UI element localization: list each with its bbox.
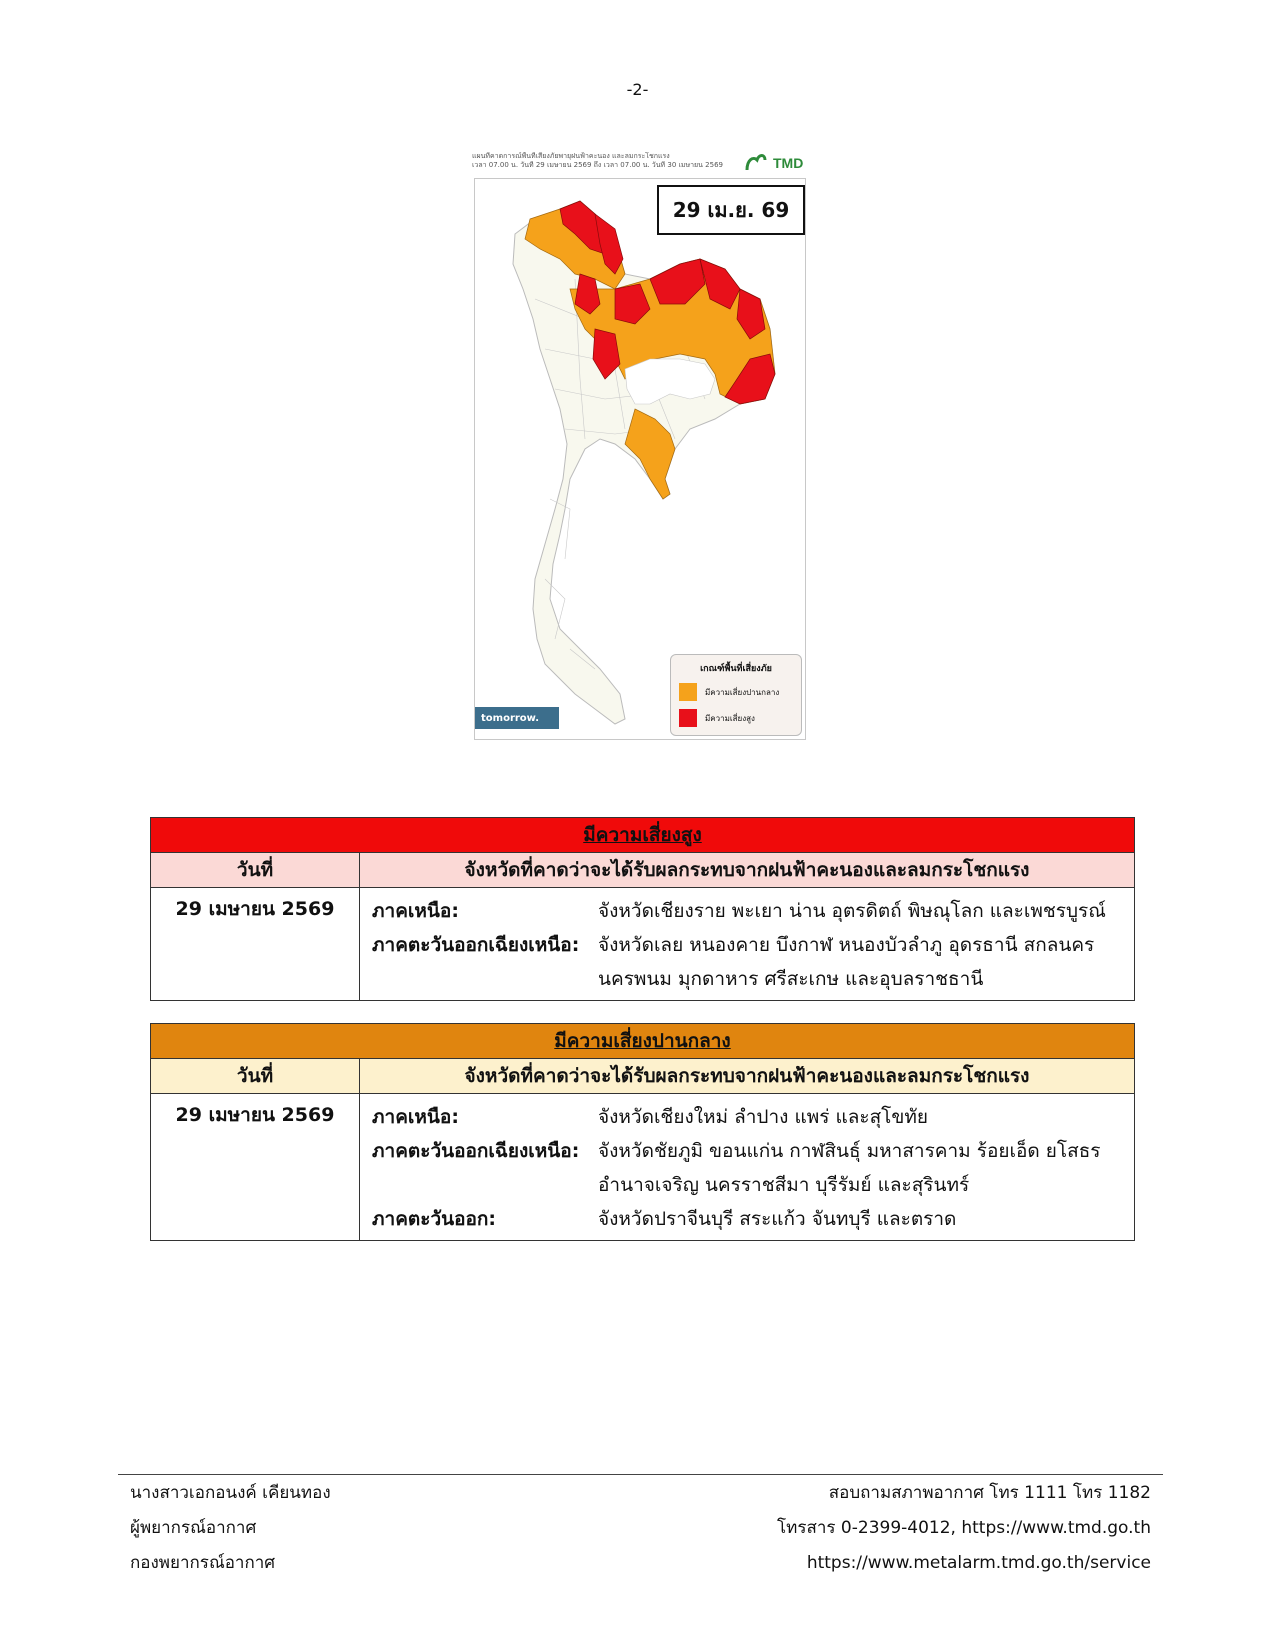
region-name: ภาคเหนือ:: [372, 1106, 459, 1128]
region-name: ภาคตะวันออกเฉียงเหนือ:: [372, 934, 580, 956]
tomorrow-watermark: tomorrow.: [475, 707, 559, 729]
medium-risk-regions: [360, 1094, 1135, 1241]
tmd-logo-text: TMD: [773, 155, 804, 171]
medium-risk-header-row: [151, 1059, 1135, 1094]
high-risk-row: [151, 888, 1135, 1001]
map-header-line2: เวลา 07.00 น. วันที่ 29 เมษายน 2569 ถึง เวลา 07.00 น. วันที่ 30 เมษายน 2569: [472, 161, 723, 169]
high-risk-region-north: [372, 894, 1122, 928]
medium-risk-title-row: [151, 1024, 1135, 1059]
medium-risk-date: 29 เมษายน 2569: [151, 1094, 360, 1241]
forecaster-name: นางสาวเอกอนงค์ เคียนทอง: [130, 1483, 331, 1503]
high-risk-col-date: วันที่: [151, 853, 360, 888]
legend-title: เกณฑ์พื้นที่เสี่ยงภัย: [700, 664, 772, 674]
region-provinces: จังหวัดเลย หนองคาย บึงกาฬ หนองบัวลำภู อุดรธานี สกลนคร: [598, 934, 1095, 956]
region-name: ภาคตะวันออกเฉียงเหนือ:: [372, 1140, 580, 1162]
high-risk-date: 29 เมษายน 2569: [151, 888, 360, 1001]
forecaster-division: กองพยากรณ์อากาศ: [130, 1553, 276, 1573]
medium-risk-title: มีความเสี่ยงปานกลาง: [151, 1024, 1135, 1059]
medium-risk-region-east: [372, 1202, 1122, 1236]
contact-phone: สอบถามสภาพอากาศ โทร 1111 โทร 1182: [828, 1483, 1151, 1503]
page-number: -2-: [626, 80, 649, 99]
tmd-logo: [743, 150, 805, 174]
legend-swatch-medium: [679, 683, 697, 701]
map-header-line1: แผนที่คาดการณ์พื้นที่เสี่ยงภัยพายุฝนฟ้าคะนอง และลมกระโชกแรง: [472, 152, 670, 160]
region-provinces: จังหวัดชัยภูมิ ขอนแก่น กาฬสินธุ์ มหาสารคาม ร้อยเอ็ด ยโสธร: [598, 1140, 1101, 1162]
footer-divider: [118, 1474, 1163, 1475]
forecaster-position: ผู้พยากรณ์อากาศ: [130, 1518, 257, 1538]
high-risk-title-row: [151, 818, 1135, 853]
map-header: [472, 152, 742, 170]
map-date-label: 29 เม.ย. 69: [657, 185, 805, 235]
region-provinces: อำนาจเจริญ นครราชสีมา บุรีรัมย์ และสุรินทร์: [598, 1174, 970, 1196]
high-risk-title: มีความเสี่ยงสูง: [151, 818, 1135, 853]
legend-swatch-high: [679, 709, 697, 727]
medium-risk-region-north: [372, 1100, 1122, 1134]
map-legend: [670, 654, 802, 736]
legend-item-medium: [679, 683, 801, 701]
region-provinces: จังหวัดเชียงราย พะเยา น่าน อุตรดิตถ์ พิษณุโลก และเพชรบูรณ์: [598, 900, 1106, 922]
service-link[interactable]: https://www.metalarm.tmd.go.th/service: [806, 1553, 1151, 1573]
region-name: ภาคเหนือ:: [372, 900, 459, 922]
high-risk-regions: [360, 888, 1135, 1001]
contact-fax-website: โทรสาร 0-2399-4012, https://www.tmd.go.th: [777, 1518, 1151, 1538]
legend-label-high: มีความเสี่ยงสูง: [705, 713, 755, 723]
legend-label-medium: มีความเสี่ยงปานกลาง: [705, 687, 780, 697]
footer-signature: [130, 1476, 331, 1581]
high-risk-table: [150, 817, 1135, 1001]
medium-risk-region-northeast: [372, 1134, 1122, 1202]
medium-risk-table: [150, 1023, 1135, 1241]
region-provinces: นครพนม มุกดาหาร ศรีสะเกษ และอุบลราชธานี: [598, 968, 984, 990]
medium-risk-col-provinces: จังหวัดที่คาดว่าจะได้รับผลกระทบจากฝนฟ้าคะนองและลมกระโชกแรง: [360, 1059, 1135, 1094]
thailand-map: [474, 178, 806, 740]
medium-risk-col-date: วันที่: [151, 1059, 360, 1094]
footer-contact: [777, 1476, 1151, 1581]
high-risk-region-northeast: [372, 928, 1122, 996]
region-provinces: จังหวัดปราจีนบุรี สระแก้ว จันทบุรี และตราด: [598, 1208, 957, 1230]
risk-map-figure: [472, 146, 807, 741]
legend-item-high: [679, 709, 801, 727]
region-name: ภาคตะวันออก:: [372, 1208, 497, 1230]
high-risk-header-row: [151, 853, 1135, 888]
medium-risk-row: [151, 1094, 1135, 1241]
region-provinces: จังหวัดเชียงใหม่ ลำปาง แพร่ และสุโขทัย: [598, 1106, 929, 1128]
high-risk-col-provinces: จังหวัดที่คาดว่าจะได้รับผลกระทบจากฝนฟ้าคะนองและลมกระโชกแรง: [360, 853, 1135, 888]
